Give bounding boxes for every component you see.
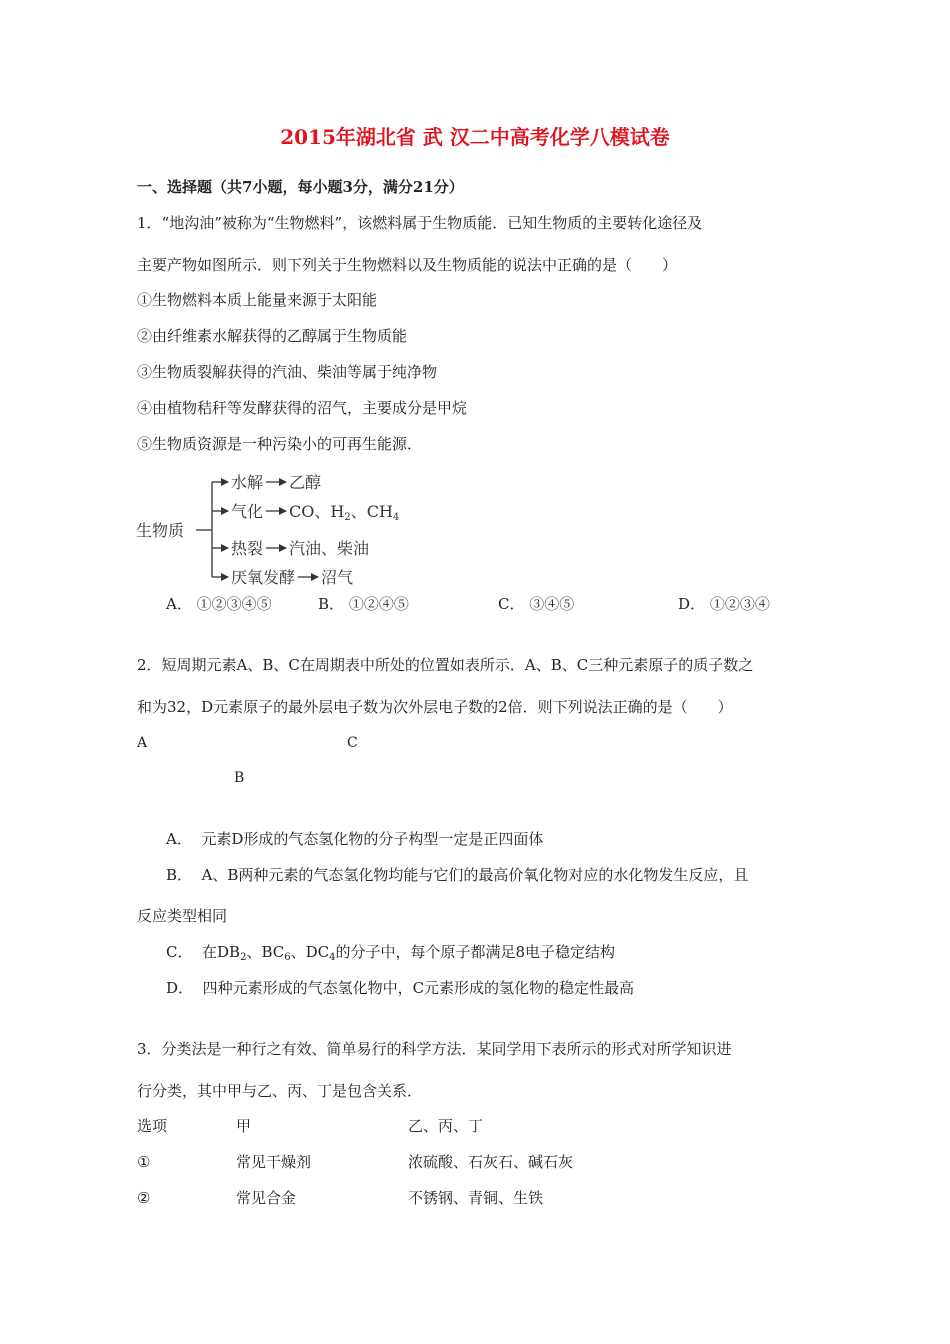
q1-statement-4: ④由植物秸秆等发酵获得的沼气，主要成分是甲烷: [137, 399, 468, 417]
q3-table-header-jia: 甲: [236, 1117, 252, 1135]
biomass-conversion-diagram: [130, 466, 420, 594]
option-text: ③④⑤: [529, 595, 575, 613]
q2-stem-line-1: 2．短周期元素A、B、C在周期表中所处的位置如表所示．A、B、C三种元素原子的质子数之: [137, 656, 754, 674]
option-label: B．: [166, 866, 193, 884]
diagram-source-label: 生物质: [136, 521, 185, 540]
q3-table-row-1-option: ①: [137, 1153, 151, 1171]
option-label: A．: [166, 595, 192, 613]
q1-statement-5: ⑤生物质资源是一种污染小的可再生能源．: [137, 435, 423, 453]
option-label: C．: [498, 595, 525, 613]
option-text: 元素D形成的气态氢化物的分子构型一定是正四面体: [201, 830, 544, 848]
diagram-products-gas: CO、H2、CH4: [289, 502, 400, 523]
option-label: D．: [678, 595, 706, 613]
q3-table-row-2-jia: 常见合金: [236, 1189, 297, 1207]
q1-option-c[interactable]: [498, 594, 574, 614]
q1-statement-1: ①生物燃料本质上能量来源于太阳能: [137, 291, 378, 309]
q2-stem-line-2: 和为32，D元素原子的最外层电子数为次外层电子数的2倍．则下列说法正确的是（ ）: [137, 698, 733, 716]
q2-option-a[interactable]: [166, 829, 543, 849]
diagram-method-hydrolysis: 水解: [231, 473, 264, 492]
q1-stem-line-2: 主要产物如图所示．则下列关于生物燃料以及生物质能的说法中正确的是（ ）: [137, 256, 678, 274]
q3-table-row-1-items: 浓硫酸、石灰石、碱石灰: [408, 1153, 574, 1171]
option-text: A、B两种元素的气态氢化物均能与它们的最高价氧化物对应的水化物发生反应，且: [201, 866, 749, 884]
diagram-method-fermentation: 厌氧发酵: [231, 568, 296, 587]
q2-option-c[interactable]: [166, 942, 615, 965]
q2-table-cell-a: A: [137, 735, 148, 751]
q2-table-cell-b: B: [234, 770, 245, 786]
option-label: C．: [166, 943, 193, 961]
q3-stem-line-1: 3．分类法是一种行之有效、简单易行的科学方法．某同学用下表所示的形式对所学知识进: [137, 1040, 732, 1058]
q1-statement-3: ③生物质裂解获得的汽油、柴油等属于纯净物: [137, 363, 438, 381]
q1-option-b[interactable]: [318, 594, 409, 614]
q2-table-cell-c: C: [347, 735, 358, 751]
q1-option-d[interactable]: [678, 594, 770, 614]
q2-option-d[interactable]: [166, 978, 634, 998]
option-text: ①②③④⑤: [196, 595, 272, 613]
option-label: B．: [318, 595, 345, 613]
section-heading: 一、选择题（共7小题，每小题3分，满分21分）: [137, 178, 464, 196]
option-label: A．: [166, 830, 192, 848]
q2-option-b[interactable]: [166, 865, 748, 885]
q3-table-header-option: 选项: [137, 1117, 168, 1135]
q3-stem-line-2: 行分类，其中甲与乙、丙、丁是包含关系．: [137, 1082, 423, 1100]
diagram-method-gasification: 气化: [231, 502, 264, 521]
option-text: 四种元素形成的气态氢化物中，C元素形成的氢化物的稳定性最高: [202, 979, 635, 997]
option-label: D．: [166, 979, 194, 997]
diagram-product-fuels: 汽油、柴油: [289, 539, 370, 558]
q1-option-a[interactable]: [166, 594, 272, 614]
q3-table-row-1-jia: 常见干燥剂: [236, 1153, 312, 1171]
q2-option-b-continued: 反应类型相同: [137, 907, 228, 925]
q1-stem-line-1: 1．“地沟油”被称为“生物燃料”，该燃料属于生物质能．已知生物质的主要转化途径及: [137, 214, 703, 232]
page-title: 2015年湖北省 武 汉二中高考化学八模试卷: [280, 125, 670, 149]
option-text: ①②③④: [709, 595, 770, 613]
option-text: ①②④⑤: [348, 595, 409, 613]
diagram-method-pyrolysis: 热裂: [231, 539, 264, 558]
q3-table-row-2-items: 不锈钢、青铜、生铁: [408, 1189, 544, 1207]
q1-statement-2: ②由纤维素水解获得的乙醇属于生物质能: [137, 327, 408, 345]
q3-table-row-2-option: ②: [137, 1189, 151, 1207]
q3-table-header-others: 乙、丙、丁: [408, 1117, 484, 1135]
diagram-product-ethanol: 乙醇: [289, 473, 322, 492]
diagram-product-biogas: 沼气: [321, 568, 354, 587]
option-text: 在$DB_2$、$BC_6$、$DC_4$的分子中，每个原子都满足8电子稳定结构: [202, 943, 616, 963]
